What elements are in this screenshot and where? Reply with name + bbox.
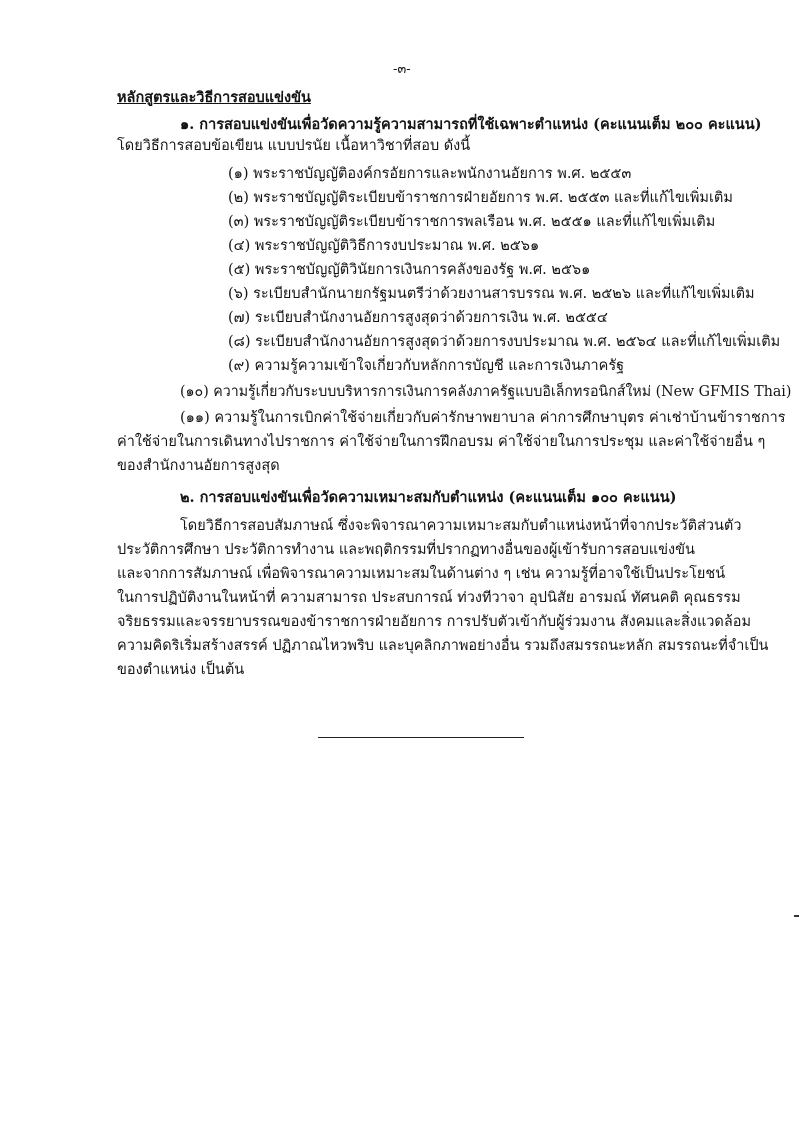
- list-item: (๓) พระราชบัญญัติระเบียบข้าราชการพลเรือน พ.ศ. ๒๕๕๑ และที่แก้ไขเพิ่มเติม: [228, 214, 716, 230]
- list-item: (๔) พระราชบัญญัติวิธีการงบประมาณ พ.ศ. ๒๕๖๑: [228, 238, 540, 254]
- section1-intro: โดยวิธีการสอบข้อเขียน แบบปรนัย เนื้อหาวิชาที่สอบ ดังนี้: [117, 138, 471, 154]
- page-number: -๓-: [393, 62, 411, 77]
- list-item: (๙) ความรู้ความเข้าใจเกี่ยวกับหลักการบัญชี และการเงินภาครัฐ: [228, 358, 625, 374]
- list-item: (๒) พระราชบัญญัติระเบียบข้าราชการฝ่ายอัยการ พ.ศ. ๒๕๕๓ และที่แก้ไขเพิ่มเติม: [228, 190, 733, 206]
- list-item: (๖) ระเบียบสำนักนายกรัฐมนตรีว่าด้วยงานสารบรรณ พ.ศ. ๒๕๒๖ และที่แก้ไขเพิ่มเติม: [228, 286, 755, 302]
- list-item: (๗) ระเบียบสำนักงานอัยการสูงสุดว่าด้วยการเงิน พ.ศ. ๒๕๕๔: [228, 310, 608, 326]
- section2-title: ๒. การสอบแข่งขันเพื่อวัดความเหมาะสมกับตำแหน่ง (คะแนนเต็ม ๑๐๐ คะแนน): [180, 489, 677, 506]
- section2-paragraph-line: ประวัติการศึกษา ประวัติการทำงาน และพฤติกรรมที่ปรากฏทางอื่นของผู้เข้ารับการสอบแข่งขัน: [117, 542, 695, 558]
- list-item: (๑๐) ความรู้เกี่ยวกับระบบบริหารการเงินการคลังภาครัฐแบบอิเล็กทรอนิกส์ใหม่ (New GFMIS Thai): [180, 384, 792, 400]
- page-heading: หลักสูตรและวิธีการสอบแข่งขัน: [117, 89, 311, 106]
- scan-edge-mark: [794, 915, 799, 917]
- list-item-11-line-2: ค่าใช้จ่ายในการเดินทางไปราชการ ค่าใช้จ่ายในการฝึกอบรม ค่าใช้จ่ายในการประชุม และค่าใช้จ่ายอื่น ๆ: [117, 434, 766, 450]
- section2-paragraph-line: จริยธรรมและจรรยาบรรณของข้าราชการฝ่ายอัยการ การปรับตัวเข้ากับผู้ร่วมงาน สังคมและสิ่งแวดล้อม: [117, 614, 751, 630]
- section2-paragraph-line: โดยวิธีการสอบสัมภาษณ์ ซึ่งจะพิจารณาความเหมาะสมกับตำแหน่งหน้าที่จากประวัติส่วนตัว: [180, 518, 742, 534]
- end-divider: [318, 737, 524, 738]
- section1-title: ๑. การสอบแข่งขันเพื่อวัดความรู้ความสามารถที่ใช้เฉพาะตำแหน่ง (คะแนนเต็ม ๒๐๐ คะแนน): [180, 116, 762, 133]
- list-item-11-line-3: ของสำนักงานอัยการสูงสุด: [117, 458, 280, 474]
- section2-paragraph-line: ในการปฏิบัติงานในหน้าที่ ความสามารถ ประสบการณ์ ท่วงทีวาจา อุปนิสัย อารมณ์ ทัศนคติ คุณธรรม: [117, 590, 741, 606]
- section2-paragraph-line: และจากการสัมภาษณ์ เพื่อพิจารณาความเหมาะสมในด้านต่าง ๆ เช่น ความรู้ที่อาจใช้เป็นประโยชน์: [117, 566, 726, 582]
- list-item: (๕) พระราชบัญญัติวินัยการเงินการคลังของรัฐ พ.ศ. ๒๕๖๑: [228, 262, 591, 278]
- list-item: (๑) พระราชบัญญัติองค์กรอัยการและพนักงานอัยการ พ.ศ. ๒๕๕๓: [228, 166, 632, 182]
- section2-paragraph-line: ของตำแหน่ง เป็นต้น: [117, 662, 245, 678]
- list-item: (๘) ระเบียบสำนักงานอัยการสูงสุดว่าด้วยการงบประมาณ พ.ศ. ๒๕๖๔ และที่แก้ไขเพิ่มเติม: [228, 334, 781, 350]
- list-item-11-line-1: (๑๑) ความรู้ในการเบิกค่าใช้จ่ายเกี่ยวกับค่ารักษาพยาบาล ค่าการศึกษาบุตร ค่าเช่าบ้านข้าราชการ: [180, 410, 786, 426]
- section2-paragraph-line: ความคิดริเริ่มสร้างสรรค์ ปฏิภาณไหวพริบ และบุคลิกภาพอย่างอื่น รวมถึงสมรรถนะหลัก สมรรถนะที่จำเป็น: [117, 638, 769, 654]
